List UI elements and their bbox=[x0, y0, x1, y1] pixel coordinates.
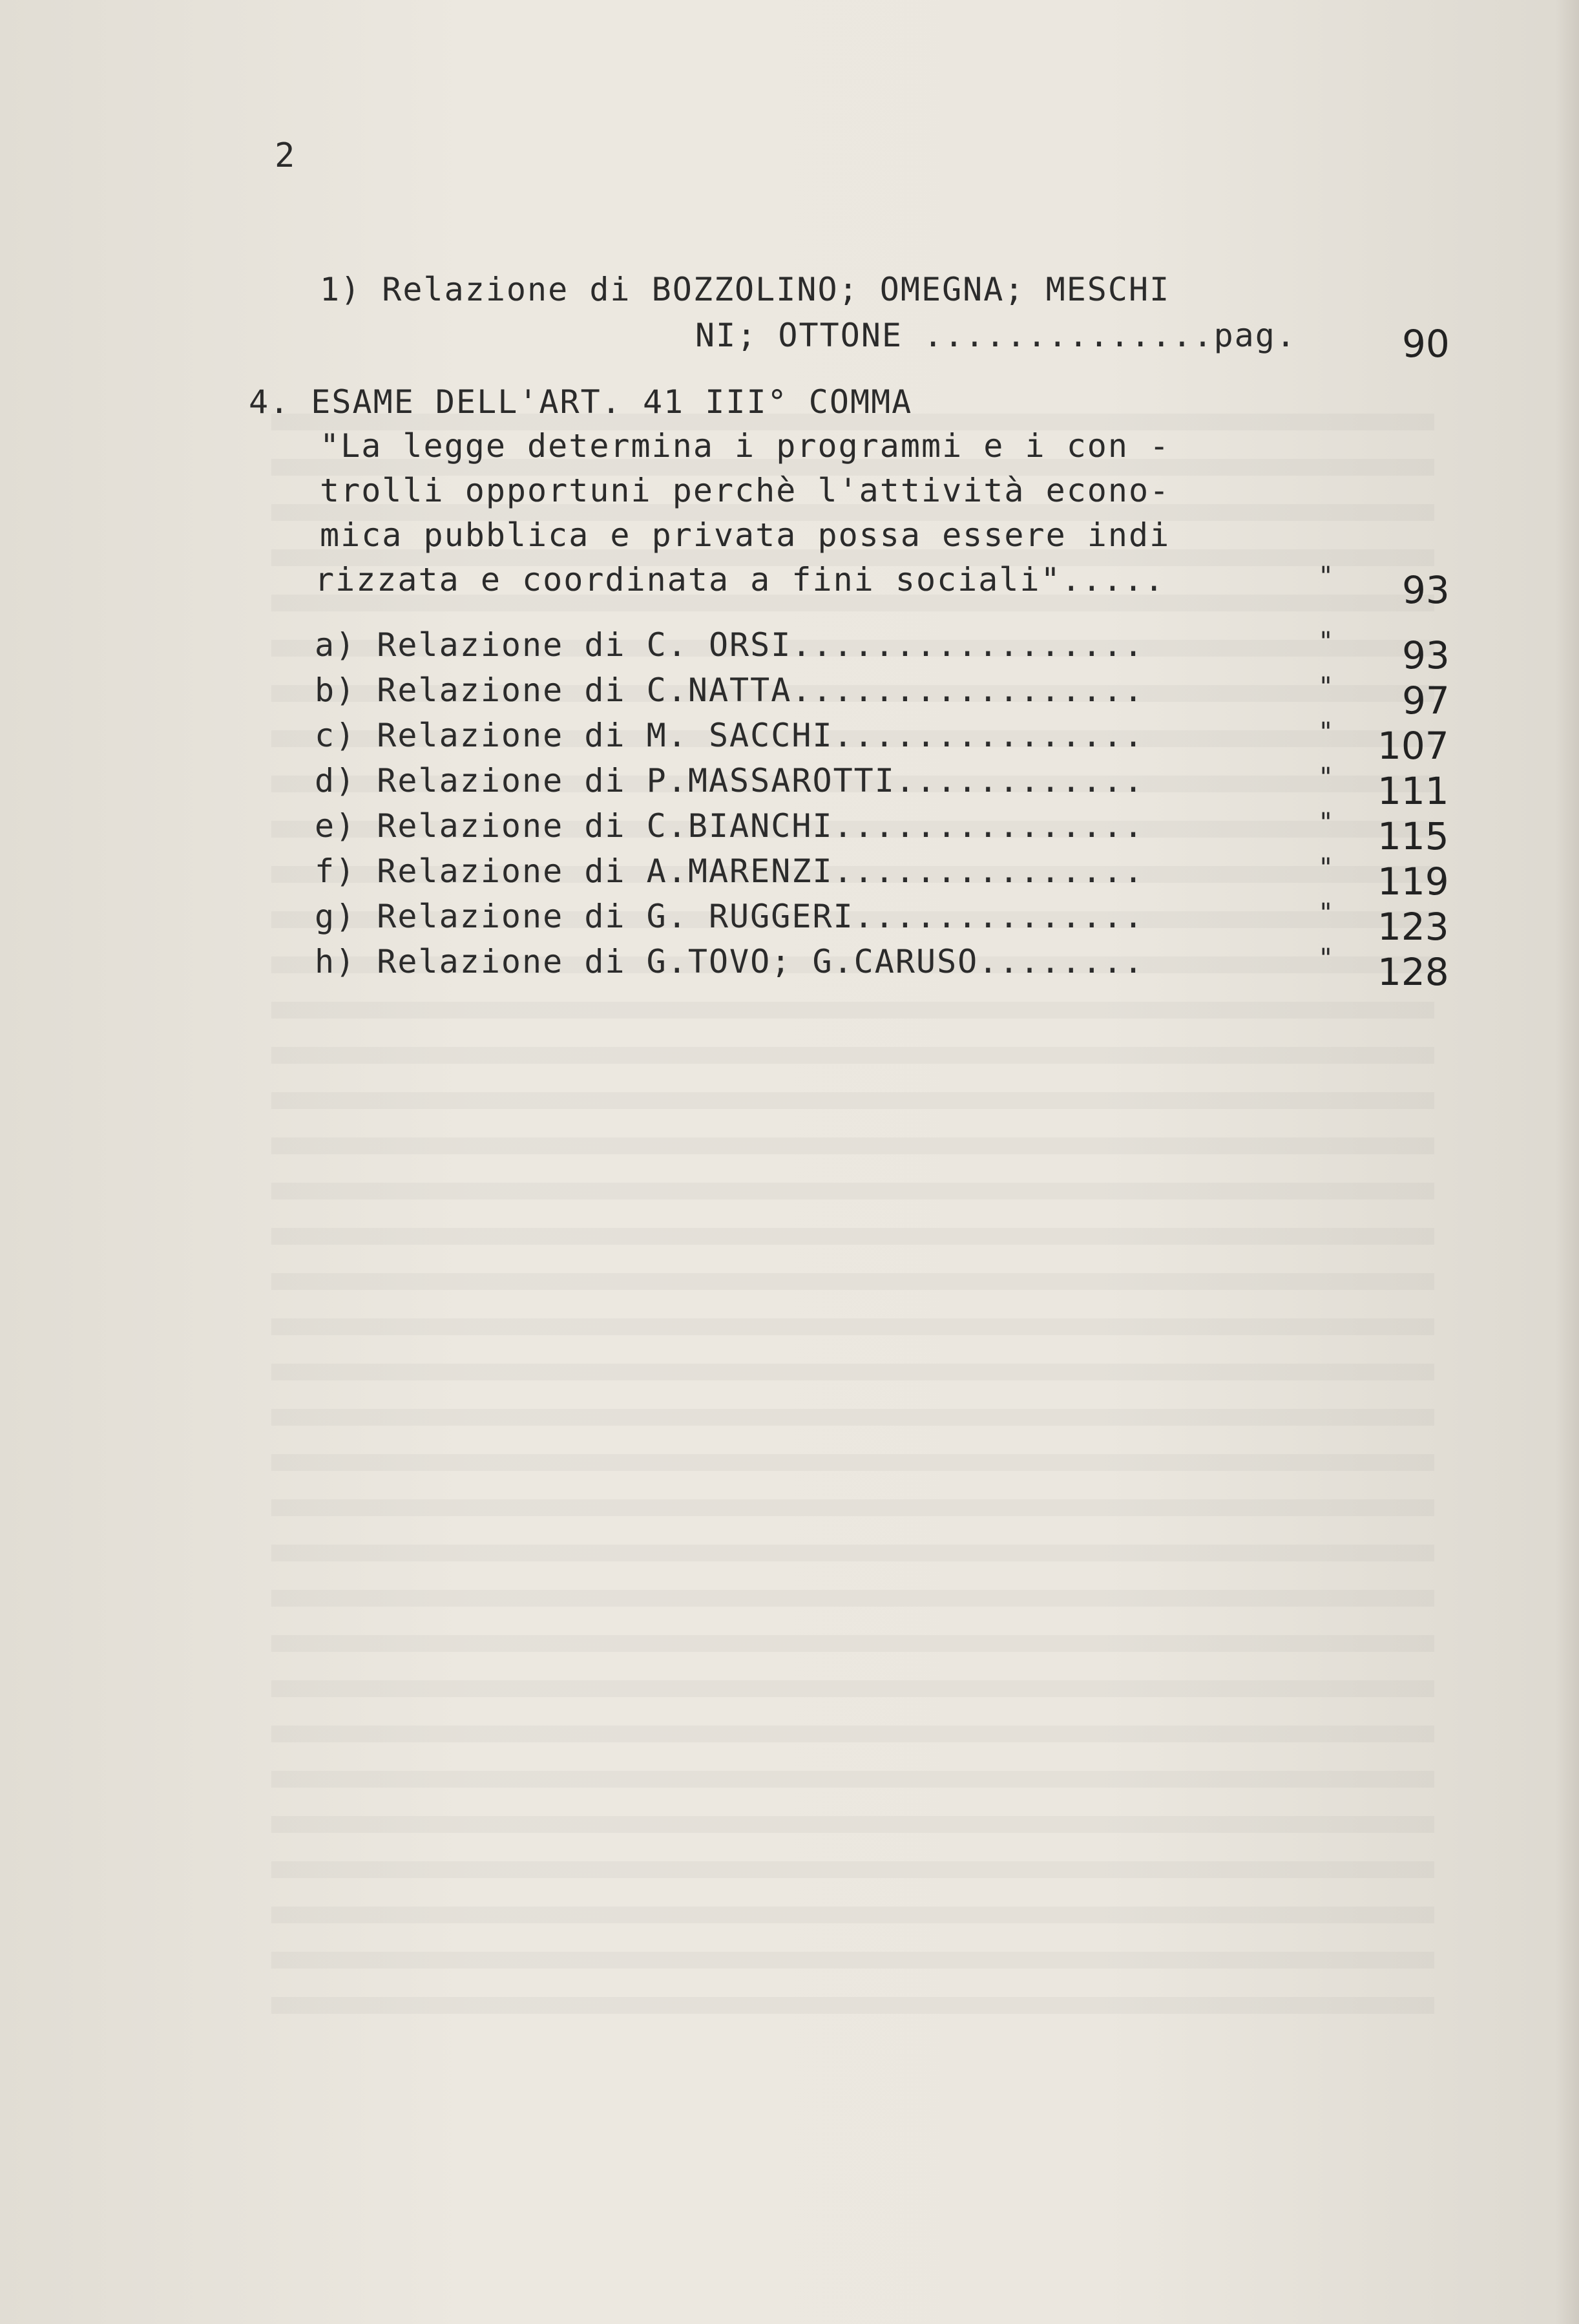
toc-entry-a-page: 93 bbox=[1402, 633, 1450, 677]
toc-entry-b-ditto: " bbox=[1318, 672, 1334, 702]
toc-item-l-line2: NI; OTTONE ..............pag. bbox=[695, 317, 1297, 354]
toc-entry-c-page: 107 bbox=[1377, 724, 1449, 768]
page-number: 2 bbox=[275, 136, 295, 175]
toc-entry-h-ditto: " bbox=[1318, 944, 1334, 973]
section-4-heading: 4. ESAME DELL'ART. 41 III° COMMA bbox=[249, 383, 913, 421]
toc-entry-e: e) Relazione di C.BIANCHI............... bbox=[315, 807, 1145, 845]
toc-entry-c-ditto: " bbox=[1318, 717, 1334, 747]
toc-item-l-line1: 1) Relazione di BOZZOLINO; OMEGNA; MESCHI bbox=[320, 271, 1171, 308]
toc-entry-f: f) Relazione di A.MARENZI............... bbox=[315, 852, 1145, 890]
page-edge-shadow bbox=[1556, 0, 1579, 2324]
toc-entry-g: g) Relazione di G. RUGGERI.............. bbox=[315, 898, 1145, 935]
toc-entry-h-page: 128 bbox=[1377, 950, 1449, 994]
section-4-page: 93 bbox=[1402, 568, 1450, 612]
toc-entry-d: d) Relazione di P.MASSAROTTI............ bbox=[315, 762, 1145, 799]
toc-entry-f-page: 119 bbox=[1377, 860, 1449, 903]
toc-entry-e-ditto: " bbox=[1318, 808, 1334, 838]
toc-entry-h: h) Relazione di G.TOVO; G.CARUSO........ bbox=[315, 943, 1145, 980]
toc-entry-b: b) Relazione di C.NATTA................. bbox=[315, 671, 1145, 709]
toc-entry-g-ditto: " bbox=[1318, 898, 1334, 928]
toc-entry-f-ditto: " bbox=[1318, 853, 1334, 883]
toc-entry-d-ditto: " bbox=[1318, 763, 1334, 792]
toc-entry-d-page: 111 bbox=[1377, 769, 1449, 813]
toc-entry-e-page: 115 bbox=[1377, 814, 1449, 858]
toc-entry-g-page: 123 bbox=[1377, 905, 1449, 949]
toc-entry-c: c) Relazione di M. SACCHI............... bbox=[315, 717, 1145, 754]
toc-entry-b-page: 97 bbox=[1402, 679, 1450, 723]
section-4-quote-line-3: mica pubblica e privata possa essere indi bbox=[320, 516, 1171, 554]
toc-entry-a-ditto: " bbox=[1318, 627, 1334, 657]
section-4-quote-line-4: rizzata e coordinata a fini sociali"..... bbox=[315, 561, 1166, 598]
section-4-ditto-mark: " bbox=[1318, 562, 1334, 591]
toc-item-l-page: 90 bbox=[1402, 322, 1450, 366]
section-4-quote-line-1: "La legge determina i programmi e i con - bbox=[320, 427, 1171, 465]
toc-entry-a: a) Relazione di C. ORSI................. bbox=[315, 626, 1145, 664]
section-4-quote-line-2: trolli opportuni perchè l'attività econo- bbox=[320, 472, 1171, 509]
